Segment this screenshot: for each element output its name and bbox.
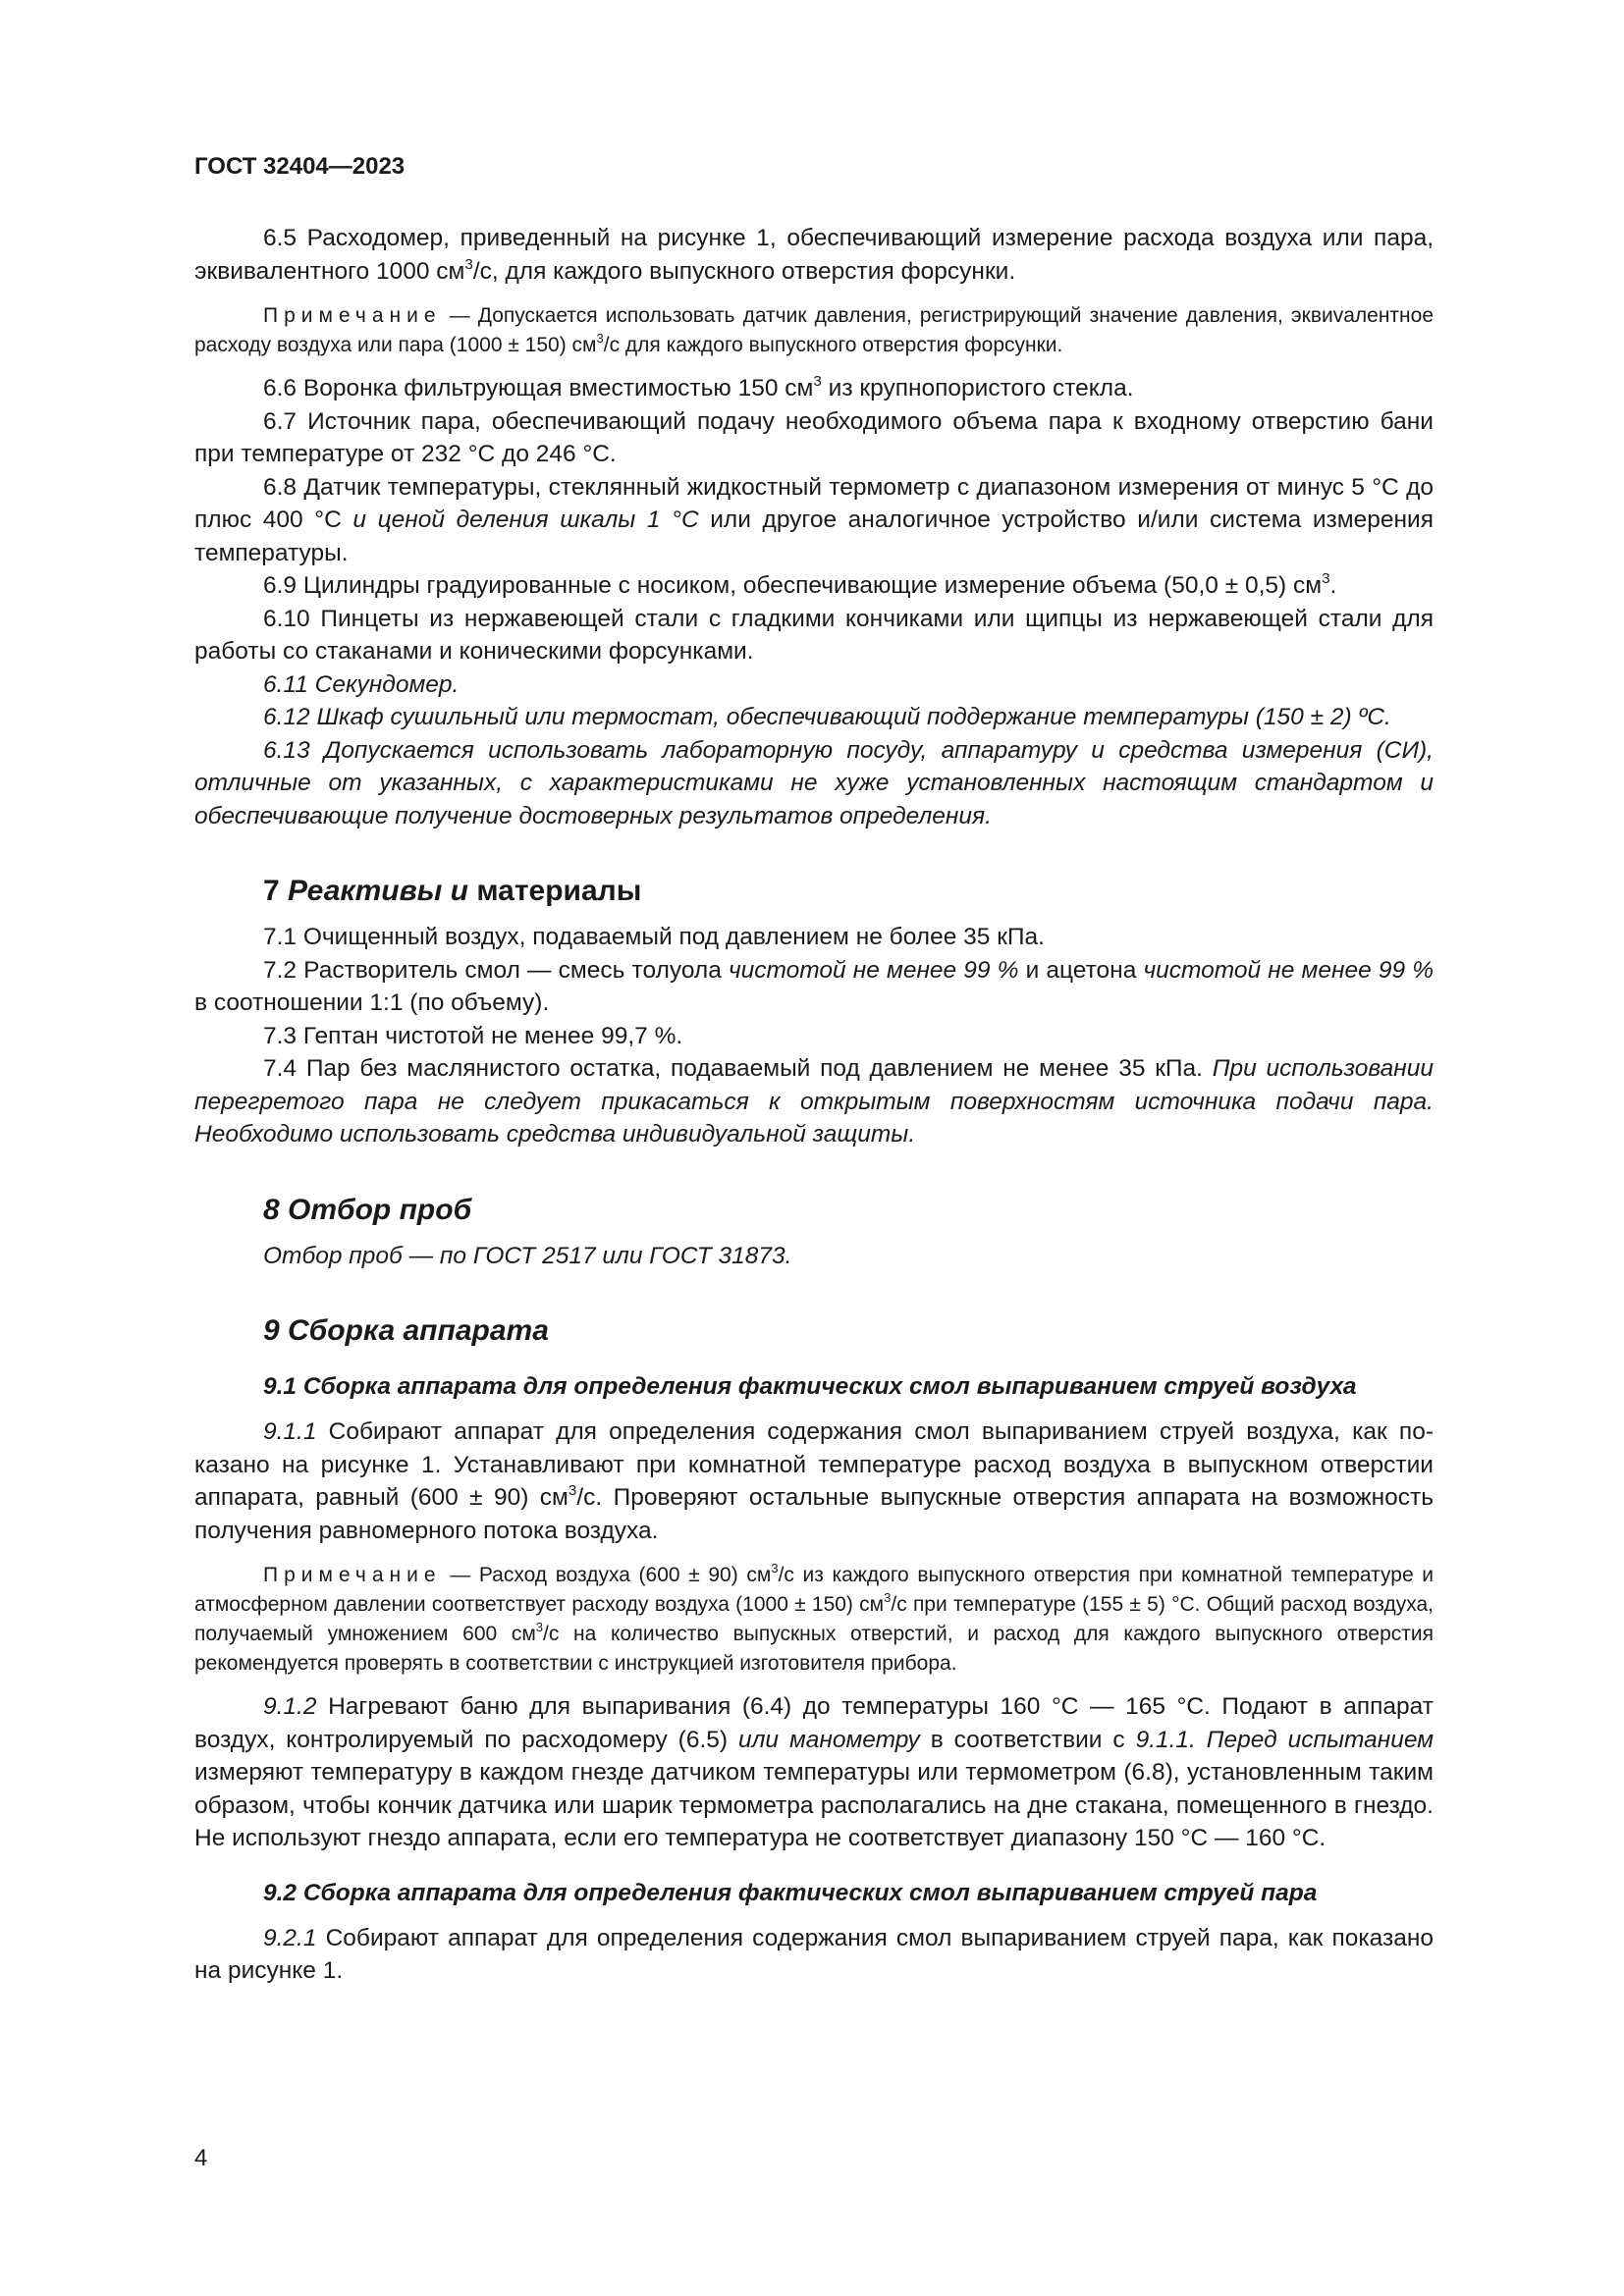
clause-6-5: 6.5 Расходомер, приведенный на рисунке 1, обеспечивающий измерение расхода воздуха или пара, эквивалентного 1000 $см^3/с$, для каждого выпускного отверстия форсунки. xyxy=(194,225,1434,285)
clause-6-6: 6.6 Воронка фильтрующая вместимостью 150 $см^3$ из крупнопористого стекла. xyxy=(263,373,1134,401)
clause-7-1: 7.1 Очищенный воздух, подаваемый под давлением не более 35 кПа. xyxy=(263,924,1045,950)
clause-6-11: 6.11 Секундомер. xyxy=(263,670,460,698)
clause-6-13: 6.13 Допускается использовать лабораторную посуду, аппаратуру и средства измерения (СИ), отличные от указанных, с характеристиками не хуже установленных настоящим стандартом и обеспечивающие получение достоверных результатов определения. xyxy=(194,736,1434,829)
clause-6-12: 6.12 Шкаф сушильный или термостат, обеспечивающий поддержание температуры (150 ± 2) ºС. xyxy=(263,704,1391,730)
page-content xyxy=(194,222,1434,1988)
sampling-text: Отбор проб — по ГОСТ 2517 или ГОСТ 31873. xyxy=(263,1242,792,1269)
clause-6-10: 6.10 Пинцеты из нержавеющей стали с гладкими кончиками или щипцы из нержавеющей стали для работы со стаканами и коническими форсунками. xyxy=(194,605,1434,665)
section-9-title: 9 Сборка аппарата xyxy=(263,1314,549,1347)
section-8-title: 8 Отбор проб xyxy=(263,1193,472,1226)
standard-designation: ГОСТ 32404—2023 xyxy=(194,153,406,180)
subsection-9-2-title: 9.2 Сборка аппарата для определения фактических смол выпариванием струей пара xyxy=(263,1879,1318,1906)
clause-6-9: 6.9 Цилиндры градуированные с носиком, обеспечивающие измерение объема (50,0 ± 0,5) $см^3$. xyxy=(263,570,1337,599)
subsection-9-1-title: 9.1 Сборка аппарата для определения фактических смол выпариванием струей воздуха xyxy=(263,1373,1357,1400)
clause-6-7: 6.7 Источник пара, обеспечивающий подачу необходимого объема пара к входному отверстию бани при температуре от 232 °С до 246 °С. xyxy=(194,407,1434,467)
section-7-title: 7 Реактивы и материалы xyxy=(263,875,642,907)
note-label: Примечание xyxy=(263,304,442,327)
clause-9-2-1: 9.2.1 Собирают аппарат для определения содержания смол выпариванием струей пара, как показано на рисунке 1. xyxy=(194,1924,1434,1984)
clause-7-3: 7.3 Гептан чистотой не менее 99,7 %. xyxy=(263,1022,683,1049)
clause-7-2: 7.2 Растворитель смол — смесь толуола чистотой не менее 99 % и ацетона чистотой не менее 99 % в соотношении 1:1 (по объему). xyxy=(194,956,1434,1016)
clause-7-4: 7.4 Пар без маслянистого остатка, подаваемый под давлением не менее 35 кПа. При использовании перегретого пара не следует прикасаться к открытым поверхностям источника подачи пара. Необходимо использовать средства индивидуальной защиты. xyxy=(194,1055,1434,1148)
page-number: 4 xyxy=(194,2145,208,2171)
clause-9-1-1: 9.1.1 Собирают аппарат для определения содержания смол выпариванием струей воздуха, как показано на рисунке 1. Устанавливают при комнатной температуре расход воздуха в выпускном отверстии аппарата, равный (600 ± 90) $см^3/с$. Проверяют остальные выпускные отверстия аппарата на возможность получения равномерного потока воздуха. xyxy=(194,1418,1434,1544)
note-flowmeter: Примечание — Допускается использовать датчик давления, регистрирующий значение давления, эквиvалентное расходу воздуха или пара (1000 ± 150) $см^3/с$ для каждого выпускного отверстия форсунки. xyxy=(194,304,1434,356)
clause-6-8: 6.8 Датчик температуры, стеклянный жидкостный термометр с диапазоном измерения от минус 5 °С до плюс 400 °С и ценой деления шкалы 1 °С или другое аналогичное устройство и/или система измерения температуры. xyxy=(194,473,1434,566)
clause-9-1-2: 9.1.2 Нагревают баню для выпаривания (6.4) до температуры 160 °С — 165 °С. Подают в аппарат воздух, контролируемый по расходомеру (6.5) или манометру в соответствии с 9.1.1. Перед испытанием измеряют температуру в каждом гнезде датчиком температуры или термометром (6.8), установленным таким образом, чтобы кончик датчика или шарик термометра располагались на дне стакана, помещенного в гнездо. Не используют гнездо аппарата, если его температура не соответствует диапазону 150 °С — 160 °С. xyxy=(194,1693,1434,1851)
note-air-flow: Примечание — Расход воздуха (600 ± 90) $см^3/с$ из каждого выпускного отверстия при комнатной температуре и атмосферном давлении соответствует расходу воздуха (1000 ± 150) $см^3/с$ при температуре (155 ± 5) °С. Общий расход воздуха, получаемый умножением 600 $см^3/с$ на количество выпускных отверстий, и расход для каждого выпускного отверстия рекомендуется проверять в соответствии с инструкцией изготовителя прибора. xyxy=(194,1561,1435,1675)
note-label: Примечание xyxy=(263,1564,442,1586)
